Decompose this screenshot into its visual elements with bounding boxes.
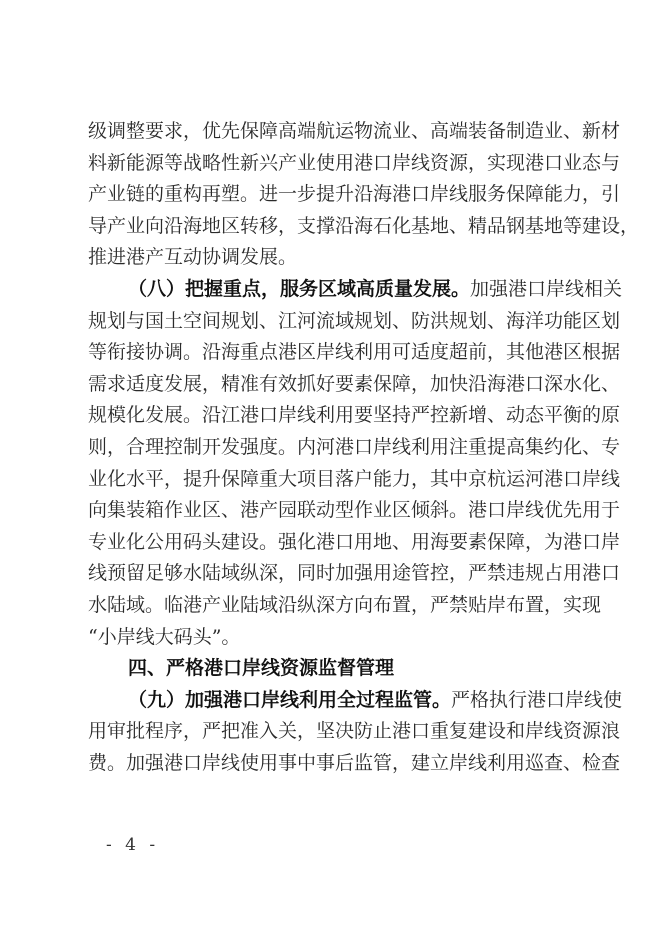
text-line — [88, 625, 576, 649]
text-line — [128, 688, 623, 712]
text-line — [88, 593, 602, 617]
line-text: 产业链的重构再塑。进一步提升沿海港口岸线服务保障能力，引 — [88, 183, 621, 206]
line-text: 专业化公用码头建设。强化港口用地、用海要素保障，为港口岸 — [88, 530, 621, 553]
text-line — [88, 751, 621, 775]
text-line — [88, 467, 621, 491]
bold-lead-in: （九）加强港口岸线利用全过程监管。 — [128, 688, 452, 711]
section-heading — [128, 656, 576, 680]
line-text: 规划与国土空间规划、江河流域规划、防洪规划、海洋功能区划 — [88, 309, 621, 332]
text-line — [88, 561, 621, 585]
text-line — [88, 119, 621, 143]
text-line — [88, 403, 621, 427]
line-text: 料新能源等战略性新兴产业使用港口岸线资源，实现港口业态与 — [88, 151, 621, 174]
line-text: 线预留足够水陆域纵深，同时加强用途管控，严禁违规占用港口 — [88, 562, 621, 585]
line-text: “小岸线大码头”。 — [88, 625, 241, 648]
text-line — [88, 719, 621, 743]
line-text: 费。加强港口岸线使用事中事后监管，建立岸线利用巡查、检查 — [88, 752, 621, 774]
text-line — [88, 182, 621, 206]
text-line — [88, 435, 621, 459]
text-line — [88, 498, 621, 522]
text-line — [88, 245, 576, 269]
line-text: 等衔接协调。沿海重点港区岸线利用可适度超前，其他港区根据 — [88, 341, 621, 364]
bold-lead-in: （八）把握重点，服务区域高质量发展。 — [128, 278, 471, 300]
text-line — [88, 530, 621, 554]
line-text: 规模化发展。沿江港口岸线利用要坚持严控新增、动态平衡的原 — [88, 404, 621, 427]
text-line — [128, 277, 623, 301]
text-line — [88, 340, 621, 364]
line-text: 加强港口岸线相关 — [470, 278, 623, 300]
line-text: 推进港产互动协调发展。 — [88, 246, 298, 269]
text-line — [88, 372, 621, 396]
text-line — [88, 214, 640, 238]
line-text: 级调整要求，优先保障高端航运物流业、高端装备制造业、新材 — [88, 120, 621, 142]
line-text: 则，合理控制开发强度。内河港口岸线利用注重提高集约化、专 — [88, 436, 621, 458]
line-text: 需求适度发展，精准有效抓好要素保障，加快沿海港口深水化、 — [88, 372, 621, 395]
line-text: 严格执行港口岸线使 — [451, 688, 623, 711]
line-text: 导产业向沿海地区转移，支撑沿海石化基地、精品钢基地等建设， — [88, 214, 640, 237]
text-line — [88, 309, 621, 333]
line-text: 业化水平，提升保障重大项目落户能力，其中京杭运河港口岸线 — [88, 467, 621, 490]
line-text: 用审批程序，严把准入关，坚决防止港口重复建设和岸线资源浪 — [88, 720, 621, 743]
page-number: - 4 - — [106, 835, 160, 855]
line-text: 向集装箱作业区、港产园联动型作业区倾斜。港口岸线优先用于 — [88, 499, 621, 522]
bold-lead-in: 四、严格港口岸线资源监督管理 — [128, 657, 395, 680]
line-text: 水陆域。临港产业陆域沿纵深方向布置，严禁贴岸布置，实现 — [88, 594, 602, 616]
text-line — [88, 151, 621, 175]
